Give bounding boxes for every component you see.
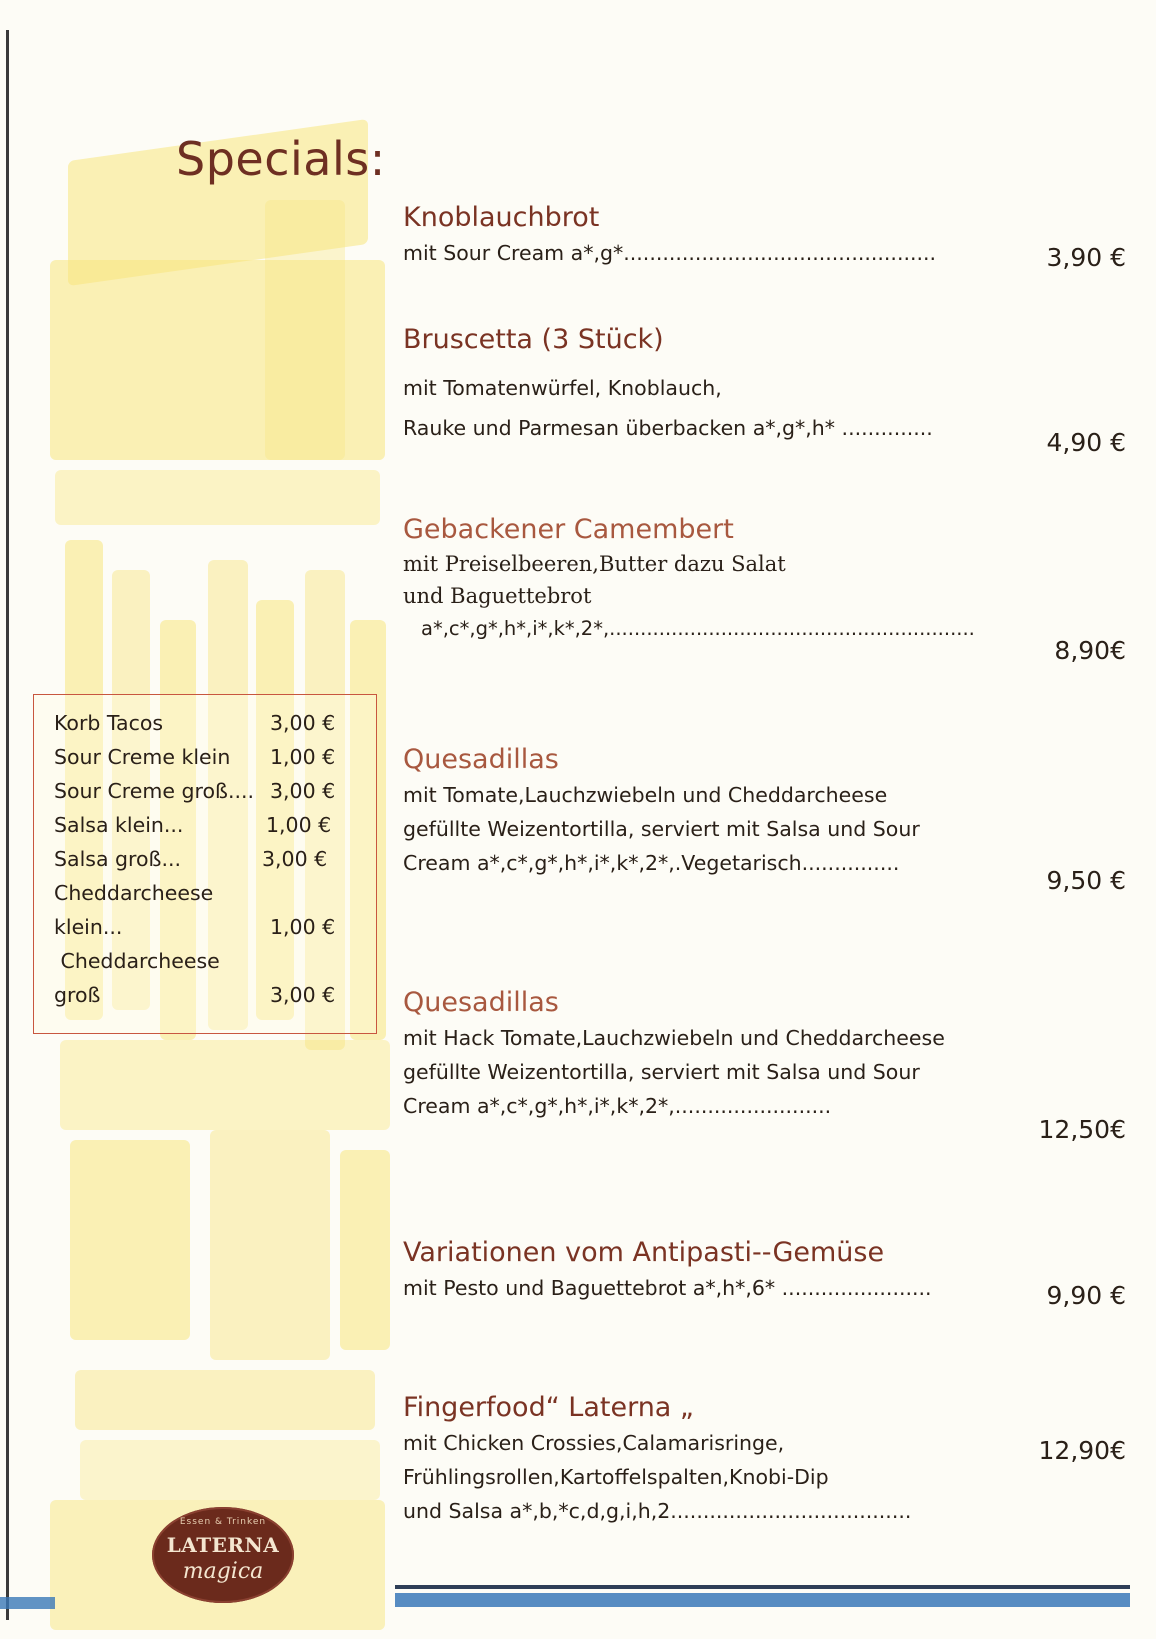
extras-label: Cheddarcheese [54, 881, 214, 905]
extras-label: Salsa klein... [54, 813, 184, 837]
item-description: mit Tomatenwürfel, Knoblauch, [403, 376, 722, 400]
item-title: Bruscetta (3 Stück) [403, 324, 664, 355]
item-price: 8,90€ [1054, 636, 1126, 665]
item-description: Cream a*,c*,g*,h*,i*,k*,2*,.Vegetarisch............... [403, 851, 900, 875]
item-title: Knoblauchbrot [403, 202, 600, 233]
item-description: mit Hack Tomate,Lauchzwiebeln und Cheddarcheese [403, 1026, 945, 1050]
extras-price: 3,00 € [262, 847, 328, 871]
menu-item-antipasti [403, 1235, 1123, 1305]
extras-price: 1,00 € [270, 915, 336, 939]
extras-label: groß [54, 983, 101, 1007]
footer-stripe-left [0, 1597, 55, 1609]
item-description: Frühlingsrollen,Kartoffelspalten,Knobi-Dip [403, 1465, 829, 1489]
item-price: 4,90 € [1046, 428, 1126, 457]
footer-stripe-dark [395, 1585, 1130, 1589]
item-title: Quesadillas [403, 987, 559, 1018]
item-title: Gebackener Camembert [403, 514, 734, 545]
item-price: 9,90 € [1046, 1281, 1126, 1310]
item-price: 9,50 € [1046, 866, 1126, 895]
item-title: Quesadillas [403, 744, 559, 775]
item-allergens: a*,c*,g*,h*,i*,k*,2*,........................................................... [421, 617, 975, 640]
item-price: 3,90 € [1046, 243, 1126, 272]
item-description: mit Tomate,Lauchzwiebeln und Cheddarcheese [403, 783, 888, 807]
item-description: und Baguettebrot [403, 584, 592, 608]
extras-label: klein... [54, 915, 123, 939]
extras-label: Salsa groß... [54, 847, 182, 871]
extras-price: 1,00 € [266, 813, 332, 837]
extras-label: Sour Creme klein [54, 745, 231, 769]
item-description: gefüllte Weizentortilla, serviert mit Salsa und Sour [403, 817, 920, 841]
item-description: mit Pesto und Baguettebrot a*,h*,6* ....................... [403, 1276, 932, 1300]
extras-price: 3,00 € [270, 711, 336, 735]
extras-price: 3,00 € [270, 983, 336, 1007]
item-title: Fingerfood“ Laterna „ [403, 1392, 694, 1423]
logo-name: LATERNA [166, 1533, 280, 1557]
item-description: mit Chicken Crossies,Calamarisringe, [403, 1431, 785, 1455]
menu-item-bruscetta [403, 322, 1123, 448]
menu-item-camembert [403, 512, 1123, 646]
logo-tagline: Essen & Trinken [179, 1517, 267, 1527]
item-description: und Salsa a*,b,*c,d,g,i,h,2..................................... [403, 1499, 912, 1523]
item-description: Rauke und Parmesan überbacken a*,g*,h* .............. [403, 416, 933, 440]
logo-subname: magica [182, 1559, 264, 1584]
menu-item-quesadillas-vegetarisch [403, 742, 1123, 880]
page-title: Specials: [176, 132, 386, 186]
item-price: 12,90€ [1038, 1436, 1126, 1465]
extras-box [33, 694, 377, 1034]
item-price: 12,50€ [1038, 1115, 1126, 1144]
extras-label: Sour Creme groß.... [54, 779, 255, 803]
page-edge-line [6, 30, 9, 1620]
extras-price: 1,00 € [270, 745, 336, 769]
item-description: gefüllte Weizentortilla, serviert mit Salsa und Sour [403, 1060, 920, 1084]
menu-item-knoblauchbrot [403, 200, 1123, 270]
extras-label: Cheddarcheese [54, 949, 220, 973]
extras-label: Korb Tacos [54, 711, 164, 735]
menu-item-fingerfood [403, 1390, 1123, 1528]
item-description: mit Preiselbeeren,Butter dazu Salat [403, 552, 786, 576]
item-description: Cream a*,c*,g*,h*,i*,k*,2*,........................ [403, 1094, 832, 1118]
item-title: Variationen vom Antipasti--Gemüse [403, 1237, 885, 1268]
footer-stripe-blue [395, 1593, 1130, 1607]
laterna-magica-logo [152, 1507, 294, 1603]
item-description: mit Sour Cream a*,g*................................................ [403, 241, 937, 265]
extras-price: 3,00 € [270, 779, 336, 803]
menu-item-quesadillas-hack [403, 985, 1123, 1123]
